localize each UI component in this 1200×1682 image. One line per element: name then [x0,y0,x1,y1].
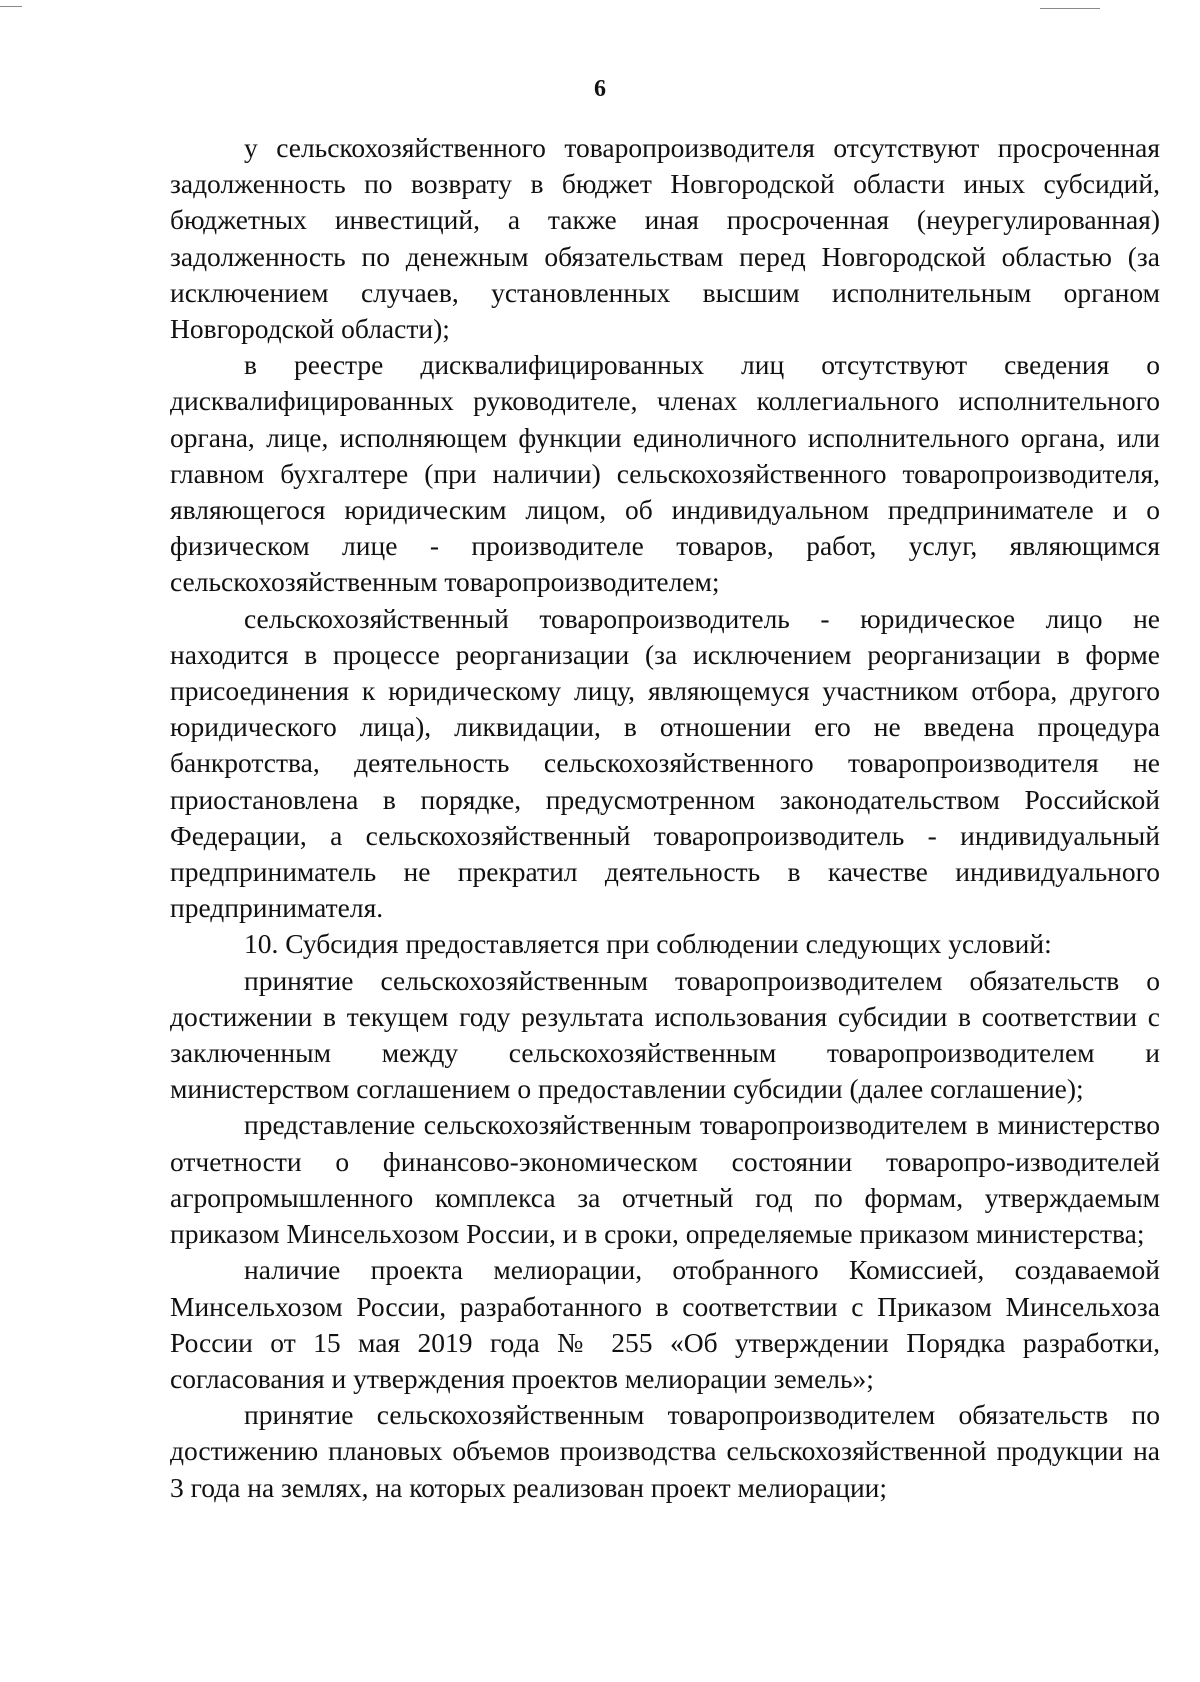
page-number: 6 [594,76,606,102]
paragraph-no-reorganization: сельскохозяйственный товаропроизводитель - юридическое лицо не находится в процессе реорганизации (за исключением реорганизации в форме присоединения к юридическому лицу, являющемуся участником отбора, другого юридического лица), ликвидации, в отношении его не введена процедура банкротства, деятельность сельскохозяйственного товаропроизводителя не приостановлена в порядке, предусмотренном законодательством Российской Федерации, а сельскохозяйственный товаропроизводитель - индивидуальный предприниматель не прекратил деятельность в качестве индивидуального предпринимателя. [170,602,1160,924]
paragraph-financial-reporting: представление сельскохозяйственным товаропроизводителем в министерство отчетности о финансово-экономическом состоянии товаропро-изводителей агропромышленного комплекса за отчетный год по формам, утверждаемым приказом Минсельхозом России, и в сроки, определяемые приказом министерства; [170,1109,1160,1250]
scan-artifact-line [1040,8,1100,9]
document-body [170,130,1160,1506]
scan-artifact-line [0,6,22,7]
paragraph-result-obligations: принятие сельскохозяйственным товаропроизводителем обязательств о достижении в текущем году результата использования субсидии в соответствии с заключенным между сельскохозяйственным товаропроизводителем и министерством соглашением о предоставлении субсидии (далее соглашение); [170,964,1160,1105]
paragraph-production-volumes: принятие сельскохозяйственным товаропроизводителем обязательств по достижению плановых объемов производства сельскохозяйственной продукции на 3 года на землях, на которых реализован проект мелиорации; [170,1399,1160,1503]
paragraph-melioration-project: наличие проекта мелиорации, отобранного Комиссией, создаваемой Минсельхозом России, разработанного в соответствии с Приказом Минсельхоза России от 15 мая 2019 года № 255 «Об утверждении Порядка разработки, согласования и утверждения проектов мелиорации земель»; [170,1254,1160,1394]
paragraph-disqualified-persons-registry: в реестре дисквалифицированных лиц отсутствуют сведения о дисквалифицированных руководителе, членах коллегиального исполнительного органа, лице, исполняющем функции единоличного исполнительного органа, или главном бухгалтере (при наличии) сельскохозяйственного товаропроизводителя, являющегося юридическим лицом, об индивидуальном предпринимателе и о физическом лице - производителе товаров, работ, услуг, являющимся сельскохозяйственным товаропроизводителем; [170,349,1160,598]
paragraph-no-overdue-debt: у сельскохозяйственного товаропроизводителя отсутствуют просроченная задолженность по возврату в бюджет Новгородской области иных субсидий, бюджетных инвестиций, а также иная просроченная (неурегулированная) задолженность по денежным обязательствам перед Новгородской областью (за исключением случаев, установленных высшим исполнительным органом Новгородской области); [170,132,1160,345]
paragraph-clause-10-heading: 10. Субсидия предоставляется при соблюдении следующих условий: [244,928,1052,960]
